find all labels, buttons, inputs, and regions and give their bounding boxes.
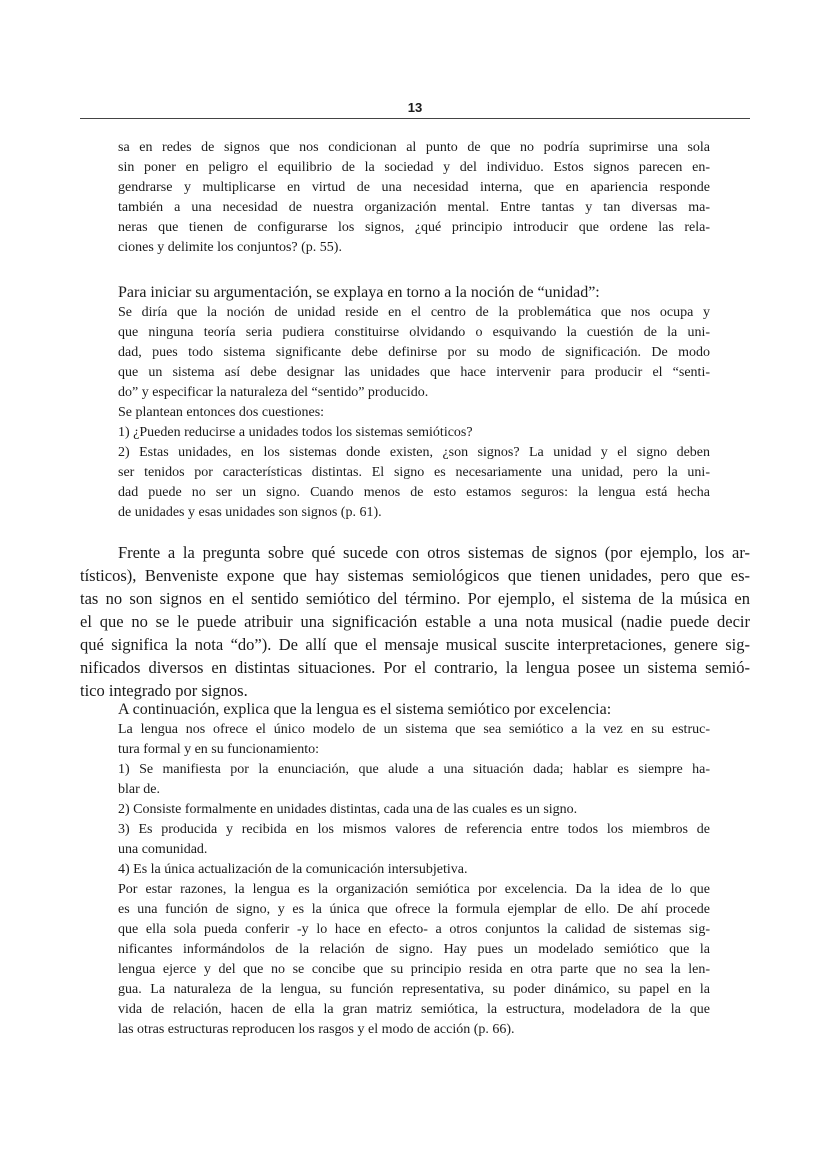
- text-line: do” y especificar la naturaleza del “sentido” producido.: [118, 385, 429, 400]
- text-line: Se plantean entonces dos cuestiones:: [118, 405, 325, 420]
- text-line: qué significa la nota “do”). De allí que el mensaje musical suscite interpretaciones, genere sig-: [80, 635, 750, 654]
- text-line: una comunidad.: [118, 842, 208, 857]
- text-line: tísticos), Benveniste expone que hay sistemas semiológicos que tienen unidades, pero que es-: [80, 566, 750, 585]
- text-line: vida de relación, hacen de ella la gran matriz semiótica, la estructura, modeladora de la que: [118, 1002, 710, 1017]
- text-line: nificantes informándolos de la relación de signo. Hay pues un modelado semiótico que la: [118, 942, 710, 957]
- text-line: 1) Se manifiesta por la enunciación, que alude a una situación dada; hablar es siempre ha-: [118, 762, 710, 777]
- lead-sentence-2: A continuación, explica que la lengua es el sistema semiótico por excelencia:: [118, 701, 612, 718]
- text-line: gendrarse y multiplicarse en virtud de una necesidad interna, que en apariencia responde: [118, 180, 710, 195]
- text-line: tico integrado por signos.: [80, 681, 248, 700]
- text-line: Frente a la pregunta sobre qué sucede con otros sistemas de signos (por ejemplo, los ar-: [118, 543, 750, 562]
- text-line: también a una necesidad de nuestra organización mental. Entre tantas y tan diversas ma-: [118, 200, 710, 215]
- page-number: 13: [407, 100, 423, 115]
- text-line: sin poner en peligro el equilibrio de la sociedad y del individuo. Estos signos parecen en-: [118, 160, 710, 175]
- text-line: que ella sola pueda conferir -y lo hace en efecto- a otros conjuntos la calidad de sistemas sig-: [118, 922, 710, 937]
- header-rule: [80, 118, 750, 119]
- lead-sentence-1: Para iniciar su argumentación, se explaya en torno a la noción de “unidad”:: [118, 284, 600, 301]
- text-line: Por estar razones, la lengua es la organización semiótica por excelencia. Da la idea de lo que: [118, 882, 710, 897]
- text-line: 2) Consiste formalmente en unidades distintas, cada una de las cuales es un signo.: [118, 802, 578, 817]
- text-line: 2) Estas unidades, en los sistemas donde existen, ¿son signos? La unidad y el signo deben: [118, 445, 710, 460]
- text-line: es una función de signo, y es la única que ofrece la formula ejemplar de ello. De ahí procede: [118, 902, 710, 917]
- text-line: gua. La naturaleza de la lengua, su función representativa, su poder dinámico, su papel en la: [118, 982, 710, 997]
- text-line: que un sistema así debe designar las unidades que hace intervenir para producir el “senti-: [118, 365, 710, 380]
- text-line: blar de.: [118, 782, 160, 797]
- text-line: La lengua nos ofrece el único modelo de un sistema que sea semiótico a la vez en su estruc-: [118, 722, 710, 737]
- text-line: 4) Es la única actualización de la comunicación intersubjetiva.: [118, 862, 468, 877]
- text-line: tura formal y en su funcionamiento:: [118, 742, 319, 757]
- text-line: sa en redes de signos que nos condicionan al punto de que no podría suprimirse una sola: [118, 140, 710, 155]
- text-line: las otras estructuras reproducen los rasgos y el modo de acción (p. 66).: [118, 1022, 515, 1037]
- text-line: dad, pues todo sistema significante debe definirse por su modo de significación. De modo: [118, 345, 710, 360]
- text-line: tas no son signos en el sentido semiótico del término. Por ejemplo, el sistema de la música en: [80, 589, 750, 608]
- text-line: el que no se le puede atribuir una significación estable a una nota musical (nadie puede decir: [80, 612, 750, 631]
- text-line: Se diría que la noción de unidad reside en el centro de la problemática que nos ocupa y: [118, 305, 710, 320]
- text-line: ser tenidos por características distintas. El signo es necesariamente una unidad, pero la uni-: [118, 465, 710, 480]
- text-line: lengua ejerce y del que no se concibe que su principio resida en otra parte que no sea la len-: [118, 962, 710, 977]
- text-line: dad puede no ser un signo. Cuando menos de esto estamos seguros: la lengua está hecha: [118, 485, 710, 500]
- text-line: ciones y delimite los conjuntos? (p. 55).: [118, 240, 342, 255]
- text-line: de unidades y esas unidades son signos (p. 61).: [118, 505, 382, 520]
- text-line: que ninguna teoría seria pudiera constituirse olvidando o esquivando la cuestión de la uni-: [118, 325, 710, 340]
- text-line: 3) Es producida y recibida en los mismos valores de referencia entre todos los miembros de: [118, 822, 710, 837]
- text-line: nificados diversos en distintas situaciones. Por el contrario, la lengua posee un sistema semió-: [80, 658, 750, 677]
- text-line: 1) ¿Pueden reducirse a unidades todos los sistemas semióticos?: [118, 425, 473, 440]
- text-line: neras que tienen de configurarse los signos, ¿qué principio introducir que ordene las rela-: [118, 220, 710, 235]
